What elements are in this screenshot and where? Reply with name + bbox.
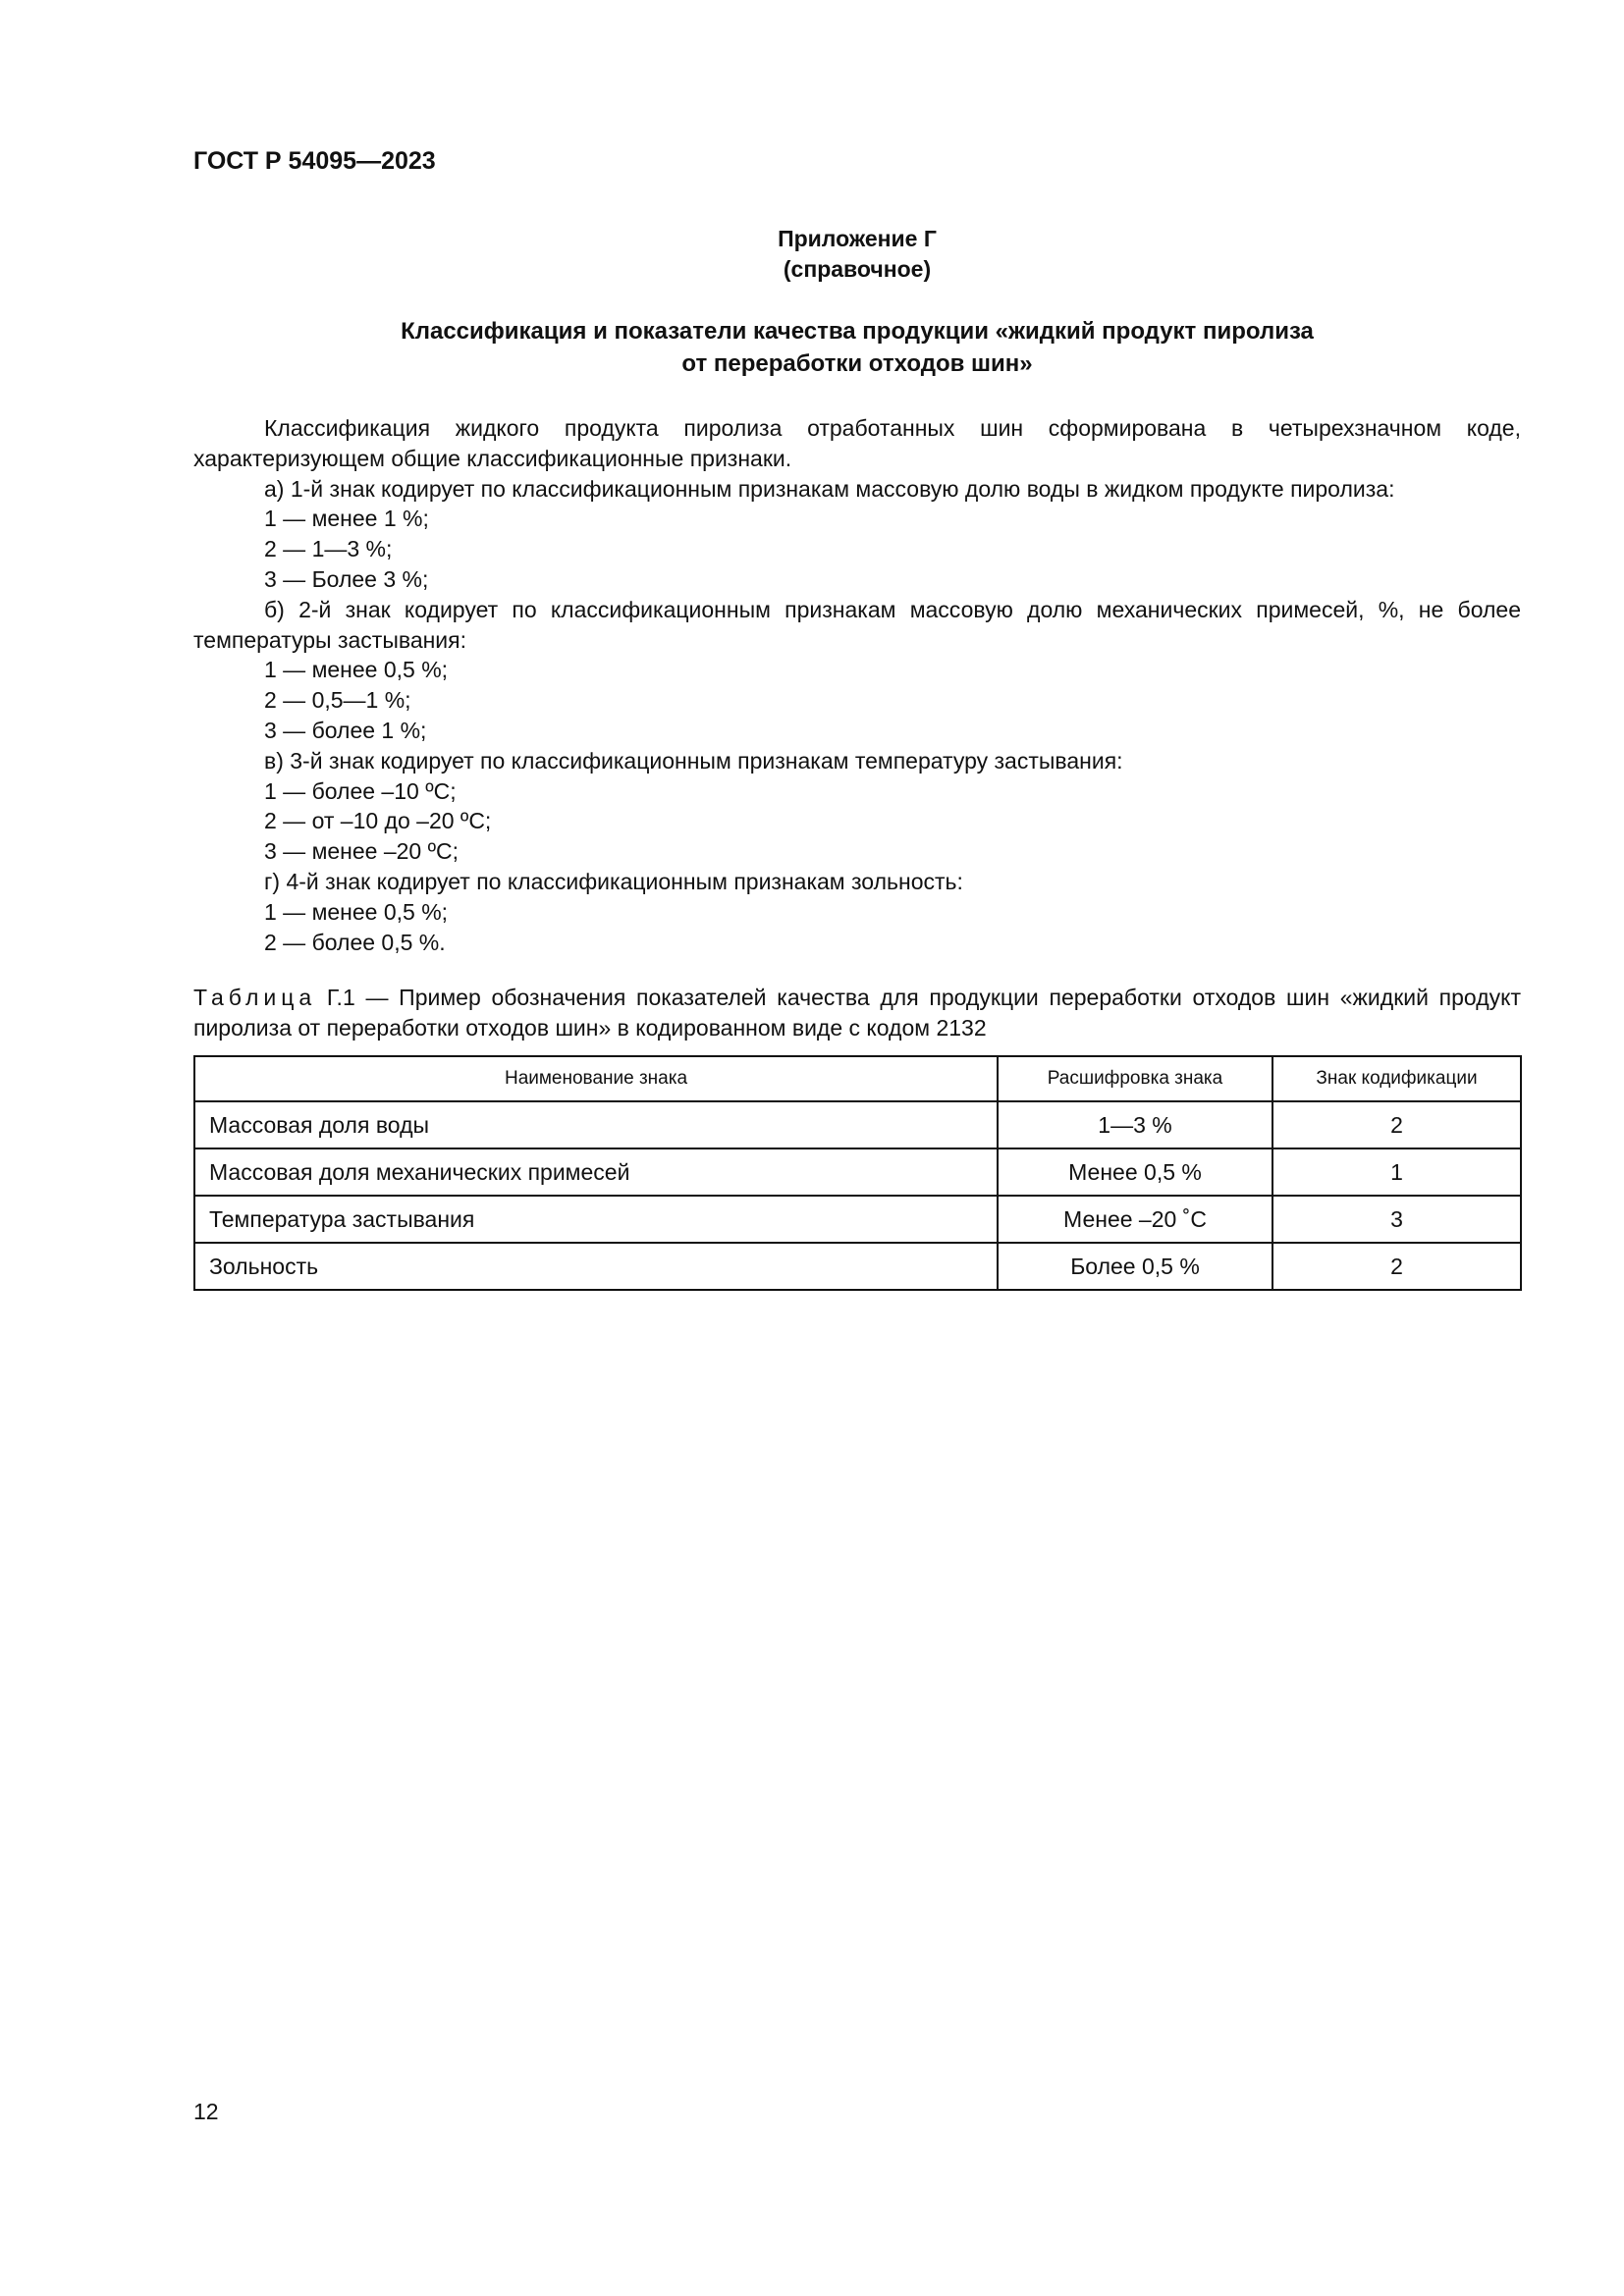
cell-sign-name: Зольность [194, 1243, 998, 1290]
table-row [194, 1243, 1521, 1290]
sign-3-option-1: 1 — более –10 ºС; [264, 777, 457, 804]
cell-sign-decoding: Менее 0,5 % [998, 1148, 1272, 1196]
document-code-header: ГОСТ Р 54095—2023 [193, 147, 436, 175]
sign-3-option-2: 2 — от –10 до –20 ºС; [264, 808, 492, 834]
appendix-title-line-1: Классификация и показатели качества продукции «жидкий продукт пиролиза [401, 318, 1314, 345]
sign-2-option-2: 2 — 0,5—1 %; [264, 687, 411, 714]
page-number: 12 [193, 2099, 219, 2124]
cell-sign-code: 2 [1272, 1243, 1521, 1290]
cell-sign-decoding: 1—3 % [998, 1101, 1272, 1148]
classification-text [193, 413, 1521, 957]
sign-2-option-3: 3 — более 1 %; [264, 717, 427, 743]
table-caption-label: Таблица [193, 985, 317, 1010]
sign-2-paragraph: б) 2-й знак кодирует по классификационным признакам массовую долю механических примесей, %, не более температуры застывания: [193, 596, 1521, 653]
sign-1-option-3: 3 — Более 3 %; [264, 565, 429, 592]
sign-3-option-3: 3 — менее –20 ºС; [264, 838, 460, 865]
sign-1-option-2: 2 — 1—3 %; [264, 536, 393, 562]
cell-sign-name: Температура застывания [194, 1196, 998, 1243]
sign-4-paragraph: г) 4-й знак кодирует по классификационным признакам зольность: [264, 868, 963, 894]
appendix-type: (справочное) [783, 256, 932, 282]
appendix-title-line-2: от переработки отходов шин» [681, 350, 1033, 377]
table-header-row [194, 1056, 1521, 1101]
quality-codes-table [193, 1055, 1522, 1291]
header-sign-decoding: Расшифровка знака [998, 1056, 1272, 1101]
header-sign-code: Знак кодификации [1272, 1056, 1521, 1101]
table-caption [193, 983, 1521, 1043]
cell-sign-name: Массовая доля механических примесей [194, 1148, 998, 1196]
sign-2-option-1: 1 — менее 0,5 %; [264, 657, 449, 683]
cell-sign-name: Массовая доля воды [194, 1101, 998, 1148]
cell-sign-code: 2 [1272, 1101, 1521, 1148]
cell-sign-decoding: Более 0,5 % [998, 1243, 1272, 1290]
sign-3-paragraph: в) 3-й знак кодирует по классификационным признакам температуру застывания: [264, 747, 1123, 774]
sign-4-option-1: 1 — менее 0,5 %; [264, 898, 449, 925]
appendix-title [193, 315, 1521, 380]
appendix-label: Приложение Г [778, 226, 937, 251]
cell-sign-code: 1 [1272, 1148, 1521, 1196]
sign-4-option-2: 2 — более 0,5 %. [264, 929, 446, 955]
intro-paragraph: Классификация жидкого продукта пиролиза отработанных шин сформирована в четырехзначном коде, характеризующем общие классификационные признаки. [193, 415, 1521, 471]
sign-1-option-1: 1 — менее 1 %; [264, 506, 429, 532]
table-caption-text: Г.1 — Пример обозначения показателей качества для продукции переработки отходов шин «жидкий продукт пиролиза от переработки отходов шин» в кодированном виде с кодом 2132 [193, 985, 1521, 1041]
cell-sign-decoding: Менее –20 ˚С [998, 1196, 1272, 1243]
appendix-heading [193, 224, 1521, 285]
table-row [194, 1101, 1521, 1148]
sign-1-paragraph: а) 1-й знак кодирует по классификационным признакам массовую долю воды в жидком продукте пиролиза: [264, 475, 1395, 502]
table-row [194, 1196, 1521, 1243]
header-sign-name: Наименование знака [194, 1056, 998, 1101]
table-row [194, 1148, 1521, 1196]
cell-sign-code: 3 [1272, 1196, 1521, 1243]
